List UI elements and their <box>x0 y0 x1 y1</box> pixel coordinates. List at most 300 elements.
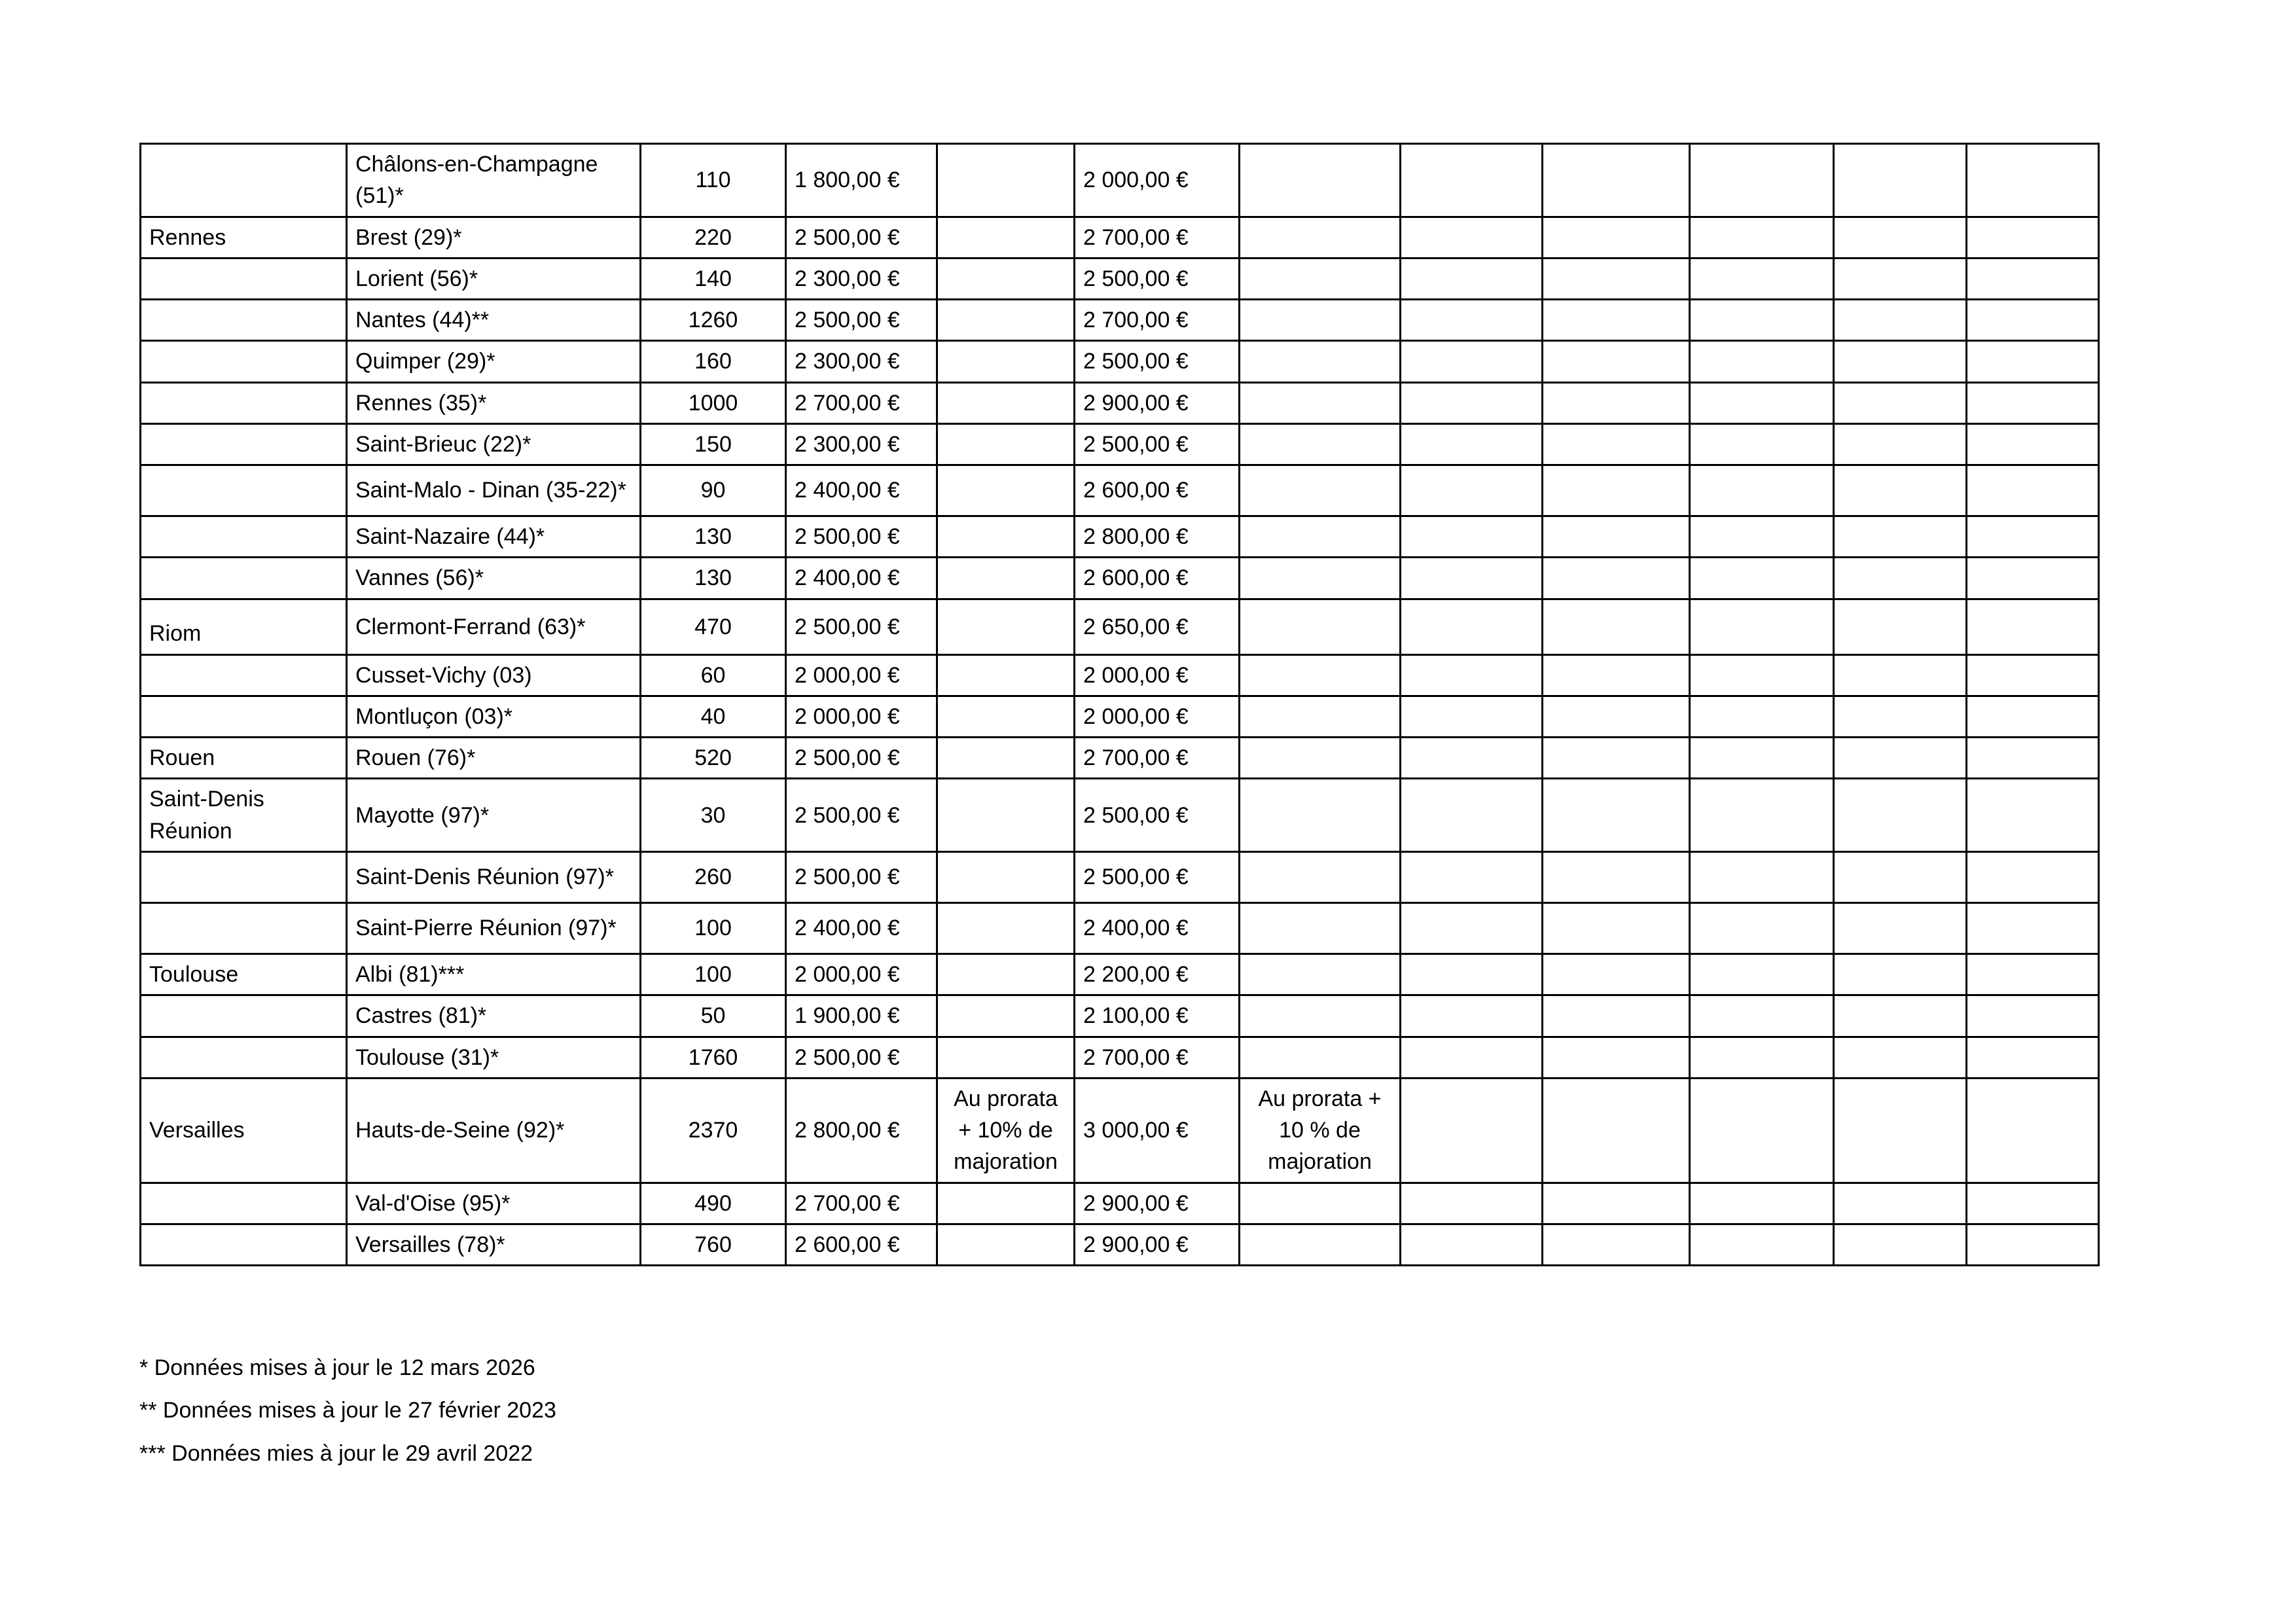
table-cell-r12-c11[interactable] <box>1967 696 2099 737</box>
table-cell-r20-c10[interactable] <box>1834 1078 1967 1183</box>
table-cell-r0-c2[interactable]: 110 <box>641 144 786 217</box>
table-cell-r17-c2[interactable]: 100 <box>641 954 786 995</box>
table-cell-r20-c5[interactable]: 3 000,00 € <box>1075 1078 1240 1183</box>
table-cell-r0-c3[interactable]: 1 800,00 € <box>786 144 937 217</box>
table-cell-r7-c10[interactable] <box>1834 465 1967 516</box>
table-cell-r22-c10[interactable] <box>1834 1224 1967 1265</box>
table-cell-r9-c4[interactable] <box>937 558 1075 599</box>
table-cell-r11-c7[interactable] <box>1401 654 1543 696</box>
table-cell-r6-c1[interactable]: Saint-Brieuc (22)* <box>347 423 641 465</box>
table-cell-r22-c6[interactable] <box>1240 1224 1401 1265</box>
table-cell-r0-c4[interactable] <box>937 144 1075 217</box>
table-cell-r11-c5[interactable]: 2 000,00 € <box>1075 654 1240 696</box>
table-cell-r6-c9[interactable] <box>1690 423 1834 465</box>
table-cell-r12-c4[interactable] <box>937 696 1075 737</box>
table-cell-r21-c8[interactable] <box>1543 1183 1690 1224</box>
table-cell-r7-c4[interactable] <box>937 465 1075 516</box>
table-cell-r9-c0[interactable] <box>141 558 347 599</box>
table-cell-r16-c1[interactable]: Saint-Pierre Réunion (97)* <box>347 902 641 954</box>
table-cell-r19-c5[interactable]: 2 700,00 € <box>1075 1037 1240 1078</box>
table-cell-r2-c5[interactable]: 2 500,00 € <box>1075 258 1240 299</box>
table-cell-r9-c1[interactable]: Vannes (56)* <box>347 558 641 599</box>
table-row <box>141 341 2099 382</box>
table-cell-r8-c0[interactable] <box>141 516 347 558</box>
table-cell-r8-c3[interactable]: 2 500,00 € <box>786 516 937 558</box>
table-cell-r15-c5[interactable]: 2 500,00 € <box>1075 851 1240 902</box>
table-cell-r15-c6[interactable] <box>1240 851 1401 902</box>
table-cell-r5-c5[interactable]: 2 900,00 € <box>1075 382 1240 423</box>
table-cell-r19-c3[interactable]: 2 500,00 € <box>786 1037 937 1078</box>
table-cell-r4-c6[interactable] <box>1240 341 1401 382</box>
table-row <box>141 599 2099 654</box>
table-cell-r9-c3[interactable]: 2 400,00 € <box>786 558 937 599</box>
table-cell-r16-c4[interactable] <box>937 902 1075 954</box>
table-cell-r6-c6[interactable] <box>1240 423 1401 465</box>
table-cell-r13-c9[interactable] <box>1690 738 1834 779</box>
table-cell-r6-c5[interactable]: 2 500,00 € <box>1075 423 1240 465</box>
table-cell-r5-c3[interactable]: 2 700,00 € <box>786 382 937 423</box>
table-cell-r2-c8[interactable] <box>1543 258 1690 299</box>
table-cell-r16-c0[interactable] <box>141 902 347 954</box>
table-cell-r2-c10[interactable] <box>1834 258 1967 299</box>
table-cell-r18-c5[interactable]: 2 100,00 € <box>1075 995 1240 1037</box>
table-cell-r4-c5[interactable]: 2 500,00 € <box>1075 341 1240 382</box>
table-cell-r10-c9[interactable] <box>1690 599 1834 654</box>
table-cell-r14-c2[interactable]: 30 <box>641 779 786 852</box>
table-cell-r1-c8[interactable] <box>1543 217 1690 258</box>
table-cell-r22-c9[interactable] <box>1690 1224 1834 1265</box>
table-cell-r1-c2[interactable]: 220 <box>641 217 786 258</box>
table-cell-r21-c10[interactable] <box>1834 1183 1967 1224</box>
table-row <box>141 738 2099 779</box>
table-cell-r8-c2[interactable]: 130 <box>641 516 786 558</box>
table-cell-r17-c0[interactable]: Toulouse <box>141 954 347 995</box>
table-cell-r16-c9[interactable] <box>1690 902 1834 954</box>
table-cell-r22-c0[interactable] <box>141 1224 347 1265</box>
table-row <box>141 217 2099 258</box>
table-cell-r3-c3[interactable]: 2 500,00 € <box>786 300 937 341</box>
table-cell-r9-c6[interactable] <box>1240 558 1401 599</box>
table-cell-r5-c9[interactable] <box>1690 382 1834 423</box>
table-cell-r11-c10[interactable] <box>1834 654 1967 696</box>
table-cell-r10-c2[interactable]: 470 <box>641 599 786 654</box>
table-cell-r21-c11[interactable] <box>1967 1183 2099 1224</box>
table-body <box>141 144 2099 1266</box>
table-cell-r13-c7[interactable] <box>1401 738 1543 779</box>
table-cell-r18-c7[interactable] <box>1401 995 1543 1037</box>
table-cell-r21-c1[interactable]: Val-d'Oise (95)* <box>347 1183 641 1224</box>
table-cell-r7-c1[interactable]: Saint-Malo - Dinan (35-22)* <box>347 465 641 516</box>
table-cell-r13-c11[interactable] <box>1967 738 2099 779</box>
table-cell-r12-c8[interactable] <box>1543 696 1690 737</box>
table-cell-r0-c5[interactable]: 2 000,00 € <box>1075 144 1240 217</box>
table-cell-r18-c10[interactable] <box>1834 995 1967 1037</box>
table-cell-r21-c5[interactable]: 2 900,00 € <box>1075 1183 1240 1224</box>
table-cell-r4-c8[interactable] <box>1543 341 1690 382</box>
table-cell-r3-c11[interactable] <box>1967 300 2099 341</box>
table-cell-r18-c6[interactable] <box>1240 995 1401 1037</box>
table-cell-r13-c1[interactable]: Rouen (76)* <box>347 738 641 779</box>
table-cell-r15-c10[interactable] <box>1834 851 1967 902</box>
table-cell-r20-c4[interactable]: Au prorata + 10% de majoration <box>937 1078 1075 1183</box>
table-cell-r16-c6[interactable] <box>1240 902 1401 954</box>
table-cell-r3-c2[interactable]: 1260 <box>641 300 786 341</box>
table-cell-r18-c8[interactable] <box>1543 995 1690 1037</box>
table-cell-r20-c0[interactable]: Versailles <box>141 1078 347 1183</box>
table-cell-r8-c7[interactable] <box>1401 516 1543 558</box>
table-cell-r22-c5[interactable]: 2 900,00 € <box>1075 1224 1240 1265</box>
table-row <box>141 1037 2099 1078</box>
table-cell-r19-c6[interactable] <box>1240 1037 1401 1078</box>
table-cell-r3-c0[interactable] <box>141 300 347 341</box>
table-cell-r6-c7[interactable] <box>1401 423 1543 465</box>
table-cell-r14-c0[interactable]: Saint-Denis Réunion <box>141 779 347 852</box>
table-cell-r1-c4[interactable] <box>937 217 1075 258</box>
table-cell-r2-c0[interactable] <box>141 258 347 299</box>
table-cell-r9-c11[interactable] <box>1967 558 2099 599</box>
table-cell-r0-c7[interactable] <box>1401 144 1543 217</box>
table-cell-r20-c6[interactable]: Au prorata + 10 % de majoration <box>1240 1078 1401 1183</box>
table-cell-r4-c4[interactable] <box>937 341 1075 382</box>
table-row <box>141 144 2099 217</box>
table-cell-r16-c3[interactable]: 2 400,00 € <box>786 902 937 954</box>
table-cell-r5-c0[interactable] <box>141 382 347 423</box>
table-cell-r21-c0[interactable] <box>141 1183 347 1224</box>
table-cell-r2-c11[interactable] <box>1967 258 2099 299</box>
table-cell-r13-c6[interactable] <box>1240 738 1401 779</box>
table-cell-r13-c2[interactable]: 520 <box>641 738 786 779</box>
table-cell-r22-c11[interactable] <box>1967 1224 2099 1265</box>
table-cell-r20-c1[interactable]: Hauts-de-Seine (92)* <box>347 1078 641 1183</box>
table-cell-r19-c0[interactable] <box>141 1037 347 1078</box>
table-cell-r11-c8[interactable] <box>1543 654 1690 696</box>
table-cell-r18-c2[interactable]: 50 <box>641 995 786 1037</box>
table-cell-r7-c9[interactable] <box>1690 465 1834 516</box>
table-cell-r11-c9[interactable] <box>1690 654 1834 696</box>
table-cell-r13-c4[interactable] <box>937 738 1075 779</box>
table-cell-r14-c5[interactable]: 2 500,00 € <box>1075 779 1240 852</box>
table-cell-r19-c8[interactable] <box>1543 1037 1690 1078</box>
table-cell-r14-c3[interactable]: 2 500,00 € <box>786 779 937 852</box>
table-cell-r12-c10[interactable] <box>1834 696 1967 737</box>
table-cell-r7-c0[interactable] <box>141 465 347 516</box>
table-cell-r3-c10[interactable] <box>1834 300 1967 341</box>
table-cell-r19-c9[interactable] <box>1690 1037 1834 1078</box>
table-cell-r9-c8[interactable] <box>1543 558 1690 599</box>
table-cell-r10-c10[interactable] <box>1834 599 1967 654</box>
footnote-2: ** Données mises à jour le 27 février 2023 <box>139 1398 556 1423</box>
table-cell-r16-c5[interactable]: 2 400,00 € <box>1075 902 1240 954</box>
table-cell-r16-c7[interactable] <box>1401 902 1543 954</box>
table-cell-r8-c8[interactable] <box>1543 516 1690 558</box>
table-cell-r18-c0[interactable] <box>141 995 347 1037</box>
table-cell-r15-c2[interactable]: 260 <box>641 851 786 902</box>
table-cell-r5-c10[interactable] <box>1834 382 1967 423</box>
table-cell-r3-c8[interactable] <box>1543 300 1690 341</box>
table-cell-r2-c9[interactable] <box>1690 258 1834 299</box>
table-cell-r12-c5[interactable]: 2 000,00 € <box>1075 696 1240 737</box>
table-cell-r22-c8[interactable] <box>1543 1224 1690 1265</box>
table-cell-r7-c8[interactable] <box>1543 465 1690 516</box>
table-cell-r6-c2[interactable]: 150 <box>641 423 786 465</box>
table-cell-r10-c6[interactable] <box>1240 599 1401 654</box>
table-cell-r6-c11[interactable] <box>1967 423 2099 465</box>
table-cell-r15-c11[interactable] <box>1967 851 2099 902</box>
table-cell-r12-c9[interactable] <box>1690 696 1834 737</box>
table-cell-r3-c7[interactable] <box>1401 300 1543 341</box>
table-cell-r10-c1[interactable]: Clermont-Ferrand (63)* <box>347 599 641 654</box>
table-cell-r0-c9[interactable] <box>1690 144 1834 217</box>
table-cell-r16-c10[interactable] <box>1834 902 1967 954</box>
table-cell-r1-c6[interactable] <box>1240 217 1401 258</box>
table-cell-r13-c8[interactable] <box>1543 738 1690 779</box>
table-cell-r10-c8[interactable] <box>1543 599 1690 654</box>
table-cell-r5-c6[interactable] <box>1240 382 1401 423</box>
table-cell-r2-c2[interactable]: 140 <box>641 258 786 299</box>
footnote-1: * Données mises à jour le 12 mars 2026 <box>139 1355 535 1380</box>
table-cell-r6-c8[interactable] <box>1543 423 1690 465</box>
table-cell-r18-c1[interactable]: Castres (81)* <box>347 995 641 1037</box>
table-cell-r2-c6[interactable] <box>1240 258 1401 299</box>
table-cell-r8-c11[interactable] <box>1967 516 2099 558</box>
table-cell-r20-c8[interactable] <box>1543 1078 1690 1183</box>
table-cell-r6-c0[interactable] <box>141 423 347 465</box>
table-cell-r3-c4[interactable] <box>937 300 1075 341</box>
table-cell-r3-c9[interactable] <box>1690 300 1834 341</box>
table-cell-r11-c4[interactable] <box>937 654 1075 696</box>
table-cell-r11-c2[interactable]: 60 <box>641 654 786 696</box>
table-row <box>141 654 2099 696</box>
table-cell-r17-c8[interactable] <box>1543 954 1690 995</box>
table-cell-r14-c10[interactable] <box>1834 779 1967 852</box>
table-cell-r14-c8[interactable] <box>1543 779 1690 852</box>
table-row <box>141 1224 2099 1265</box>
tarifs-table <box>139 143 2100 1266</box>
table-cell-r8-c4[interactable] <box>937 516 1075 558</box>
table-cell-r4-c9[interactable] <box>1690 341 1834 382</box>
table-cell-r14-c6[interactable] <box>1240 779 1401 852</box>
table-cell-r5-c4[interactable] <box>937 382 1075 423</box>
table-cell-r10-c0[interactable]: Riom <box>141 599 347 654</box>
table-cell-r1-c10[interactable] <box>1834 217 1967 258</box>
table-cell-r22-c7[interactable] <box>1401 1224 1543 1265</box>
table-cell-r13-c3[interactable]: 2 500,00 € <box>786 738 937 779</box>
table-cell-r2-c4[interactable] <box>937 258 1075 299</box>
table-cell-r21-c3[interactable]: 2 700,00 € <box>786 1183 937 1224</box>
table-cell-r18-c4[interactable] <box>937 995 1075 1037</box>
table-cell-r1-c11[interactable] <box>1967 217 2099 258</box>
table-cell-r13-c5[interactable]: 2 700,00 € <box>1075 738 1240 779</box>
table-cell-r9-c5[interactable]: 2 600,00 € <box>1075 558 1240 599</box>
table-cell-r9-c10[interactable] <box>1834 558 1967 599</box>
table-cell-r0-c1[interactable]: Châlons-en-Champagne (51)* <box>347 144 641 217</box>
table-cell-r21-c9[interactable] <box>1690 1183 1834 1224</box>
table-cell-r4-c3[interactable]: 2 300,00 € <box>786 341 937 382</box>
table-cell-r11-c6[interactable] <box>1240 654 1401 696</box>
table-cell-r12-c1[interactable]: Montluçon (03)* <box>347 696 641 737</box>
table-cell-r8-c10[interactable] <box>1834 516 1967 558</box>
table-row <box>141 516 2099 558</box>
table-cell-r17-c6[interactable] <box>1240 954 1401 995</box>
table-cell-r0-c6[interactable] <box>1240 144 1401 217</box>
table-cell-r15-c3[interactable]: 2 500,00 € <box>786 851 937 902</box>
table-cell-r17-c4[interactable] <box>937 954 1075 995</box>
table-cell-r22-c3[interactable]: 2 600,00 € <box>786 1224 937 1265</box>
table-cell-r19-c2[interactable]: 1760 <box>641 1037 786 1078</box>
table-cell-r4-c10[interactable] <box>1834 341 1967 382</box>
table-cell-r12-c6[interactable] <box>1240 696 1401 737</box>
table-cell-r20-c3[interactable]: 2 800,00 € <box>786 1078 937 1183</box>
table-cell-r12-c3[interactable]: 2 000,00 € <box>786 696 937 737</box>
table-cell-r4-c2[interactable]: 160 <box>641 341 786 382</box>
table-cell-r0-c10[interactable] <box>1834 144 1967 217</box>
table-cell-r12-c7[interactable] <box>1401 696 1543 737</box>
table-cell-r8-c1[interactable]: Saint-Nazaire (44)* <box>347 516 641 558</box>
table-cell-r4-c7[interactable] <box>1401 341 1543 382</box>
table-cell-r15-c4[interactable] <box>937 851 1075 902</box>
table-cell-r10-c4[interactable] <box>937 599 1075 654</box>
table-cell-r19-c1[interactable]: Toulouse (31)* <box>347 1037 641 1078</box>
table-cell-r9-c9[interactable] <box>1690 558 1834 599</box>
spreadsheet-sheet <box>139 143 2098 1266</box>
table-cell-r13-c0[interactable]: Rouen <box>141 738 347 779</box>
table-cell-r5-c11[interactable] <box>1967 382 2099 423</box>
table-cell-r1-c9[interactable] <box>1690 217 1834 258</box>
table-cell-r1-c1[interactable]: Brest (29)* <box>347 217 641 258</box>
table-cell-r0-c8[interactable] <box>1543 144 1690 217</box>
table-cell-r9-c7[interactable] <box>1401 558 1543 599</box>
table-cell-r16-c8[interactable] <box>1543 902 1690 954</box>
table-row <box>141 954 2099 995</box>
table-row <box>141 423 2099 465</box>
table-cell-r4-c0[interactable] <box>141 341 347 382</box>
table-cell-r17-c3[interactable]: 2 000,00 € <box>786 954 937 995</box>
table-cell-r20-c2[interactable]: 2370 <box>641 1078 786 1183</box>
table-cell-r17-c1[interactable]: Albi (81)*** <box>347 954 641 995</box>
table-cell-r15-c8[interactable] <box>1543 851 1690 902</box>
table-cell-r22-c2[interactable]: 760 <box>641 1224 786 1265</box>
table-cell-r14-c9[interactable] <box>1690 779 1834 852</box>
table-cell-r8-c6[interactable] <box>1240 516 1401 558</box>
table-cell-r17-c9[interactable] <box>1690 954 1834 995</box>
table-cell-r1-c3[interactable]: 2 500,00 € <box>786 217 937 258</box>
table-cell-r17-c7[interactable] <box>1401 954 1543 995</box>
table-cell-r19-c11[interactable] <box>1967 1037 2099 1078</box>
table-cell-r0-c0[interactable] <box>141 144 347 217</box>
table-cell-r5-c2[interactable]: 1000 <box>641 382 786 423</box>
table-cell-r15-c0[interactable] <box>141 851 347 902</box>
table-cell-r14-c7[interactable] <box>1401 779 1543 852</box>
table-cell-r9-c2[interactable]: 130 <box>641 558 786 599</box>
table-cell-r11-c1[interactable]: Cusset-Vichy (03) <box>347 654 641 696</box>
table-cell-r1-c5[interactable]: 2 700,00 € <box>1075 217 1240 258</box>
table-cell-r21-c7[interactable] <box>1401 1183 1543 1224</box>
table-cell-r15-c9[interactable] <box>1690 851 1834 902</box>
table-cell-r14-c4[interactable] <box>937 779 1075 852</box>
table-cell-r6-c3[interactable]: 2 300,00 € <box>786 423 937 465</box>
table-cell-r13-c10[interactable] <box>1834 738 1967 779</box>
table-cell-r20-c9[interactable] <box>1690 1078 1834 1183</box>
table-cell-r2-c3[interactable]: 2 300,00 € <box>786 258 937 299</box>
table-cell-r2-c7[interactable] <box>1401 258 1543 299</box>
table-cell-r10-c7[interactable] <box>1401 599 1543 654</box>
table-cell-r10-c11[interactable] <box>1967 599 2099 654</box>
table-row <box>141 258 2099 299</box>
table-cell-r19-c4[interactable] <box>937 1037 1075 1078</box>
table-cell-r18-c9[interactable] <box>1690 995 1834 1037</box>
table-cell-r7-c7[interactable] <box>1401 465 1543 516</box>
table-cell-r6-c10[interactable] <box>1834 423 1967 465</box>
table-row <box>141 851 2099 902</box>
table-row <box>141 902 2099 954</box>
table-cell-r12-c0[interactable] <box>141 696 347 737</box>
table-cell-r15-c7[interactable] <box>1401 851 1543 902</box>
table-cell-r1-c7[interactable] <box>1401 217 1543 258</box>
table-cell-r21-c6[interactable] <box>1240 1183 1401 1224</box>
table-cell-r6-c4[interactable] <box>937 423 1075 465</box>
table-cell-r17-c5[interactable]: 2 200,00 € <box>1075 954 1240 995</box>
table-cell-r21-c4[interactable] <box>937 1183 1075 1224</box>
table-cell-r16-c11[interactable] <box>1967 902 2099 954</box>
table-cell-r11-c3[interactable]: 2 000,00 € <box>786 654 937 696</box>
table-cell-r20-c11[interactable] <box>1967 1078 2099 1183</box>
table-cell-r8-c9[interactable] <box>1690 516 1834 558</box>
table-cell-r21-c2[interactable]: 490 <box>641 1183 786 1224</box>
table-cell-r3-c6[interactable] <box>1240 300 1401 341</box>
table-row <box>141 995 2099 1037</box>
table-cell-r22-c4[interactable] <box>937 1224 1075 1265</box>
table-cell-r4-c11[interactable] <box>1967 341 2099 382</box>
table-cell-r0-c11[interactable] <box>1967 144 2099 217</box>
table-row <box>141 1078 2099 1183</box>
table-cell-r11-c0[interactable] <box>141 654 347 696</box>
table-cell-r18-c11[interactable] <box>1967 995 2099 1037</box>
table-cell-r18-c3[interactable]: 1 900,00 € <box>786 995 937 1037</box>
table-cell-r12-c2[interactable]: 40 <box>641 696 786 737</box>
table-cell-r15-c1[interactable]: Saint-Denis Réunion (97)* <box>347 851 641 902</box>
table-cell-r11-c11[interactable] <box>1967 654 2099 696</box>
table-cell-r19-c10[interactable] <box>1834 1037 1967 1078</box>
table-cell-r10-c3[interactable]: 2 500,00 € <box>786 599 937 654</box>
table-cell-r19-c7[interactable] <box>1401 1037 1543 1078</box>
table-cell-r3-c1[interactable]: Nantes (44)** <box>347 300 641 341</box>
table-cell-r1-c0[interactable]: Rennes <box>141 217 347 258</box>
footnote-3: *** Données mies à jour le 29 avril 2022 <box>139 1440 533 1466</box>
table-cell-r7-c2[interactable]: 90 <box>641 465 786 516</box>
table-cell-r14-c1[interactable]: Mayotte (97)* <box>347 779 641 852</box>
table-cell-r7-c6[interactable] <box>1240 465 1401 516</box>
table-cell-r16-c2[interactable]: 100 <box>641 902 786 954</box>
table-cell-r7-c11[interactable] <box>1967 465 2099 516</box>
table-cell-r17-c10[interactable] <box>1834 954 1967 995</box>
table-cell-r8-c5[interactable]: 2 800,00 € <box>1075 516 1240 558</box>
table-cell-r5-c8[interactable] <box>1543 382 1690 423</box>
table-cell-r17-c11[interactable] <box>1967 954 2099 995</box>
table-cell-r5-c1[interactable]: Rennes (35)* <box>347 382 641 423</box>
table-cell-r14-c11[interactable] <box>1967 779 2099 852</box>
table-row <box>141 779 2099 852</box>
table-cell-r5-c7[interactable] <box>1401 382 1543 423</box>
table-cell-r10-c5[interactable]: 2 650,00 € <box>1075 599 1240 654</box>
table-cell-r22-c1[interactable]: Versailles (78)* <box>347 1224 641 1265</box>
table-row <box>141 1183 2099 1224</box>
table-cell-r7-c5[interactable]: 2 600,00 € <box>1075 465 1240 516</box>
table-cell-r7-c3[interactable]: 2 400,00 € <box>786 465 937 516</box>
table-cell-r20-c7[interactable] <box>1401 1078 1543 1183</box>
table-cell-r2-c1[interactable]: Lorient (56)* <box>347 258 641 299</box>
table-cell-r4-c1[interactable]: Quimper (29)* <box>347 341 641 382</box>
table-cell-r3-c5[interactable]: 2 700,00 € <box>1075 300 1240 341</box>
